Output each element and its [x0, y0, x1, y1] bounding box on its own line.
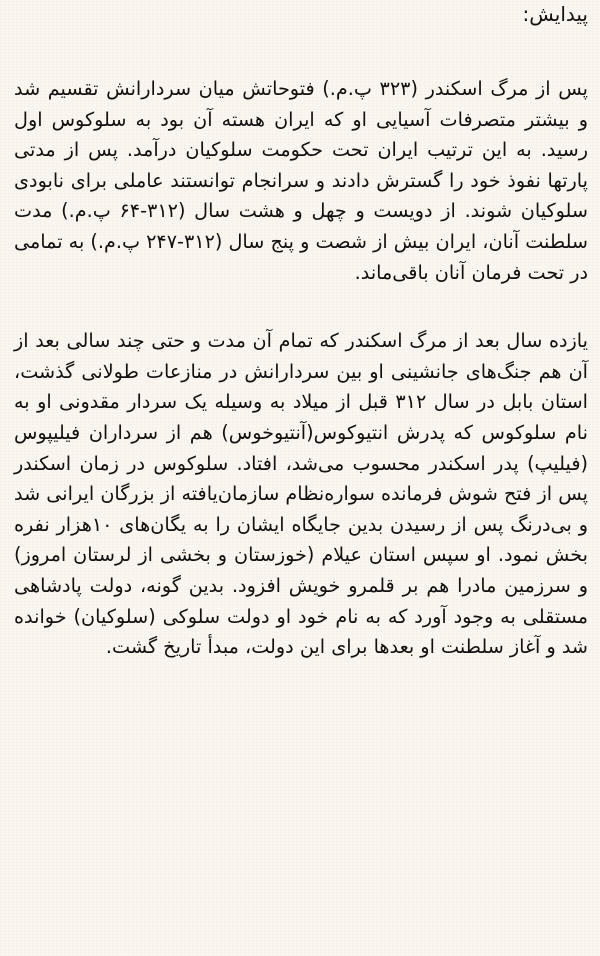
paragraph-2: یازده سال بعد از مرگ اسکندر که تمام آن مدت و حتی چند سالی بعد از آن هم جنگ‌های جانشینی او بین سردارانش در منازعات طولانی گذشت، استان بابل در سال ۳۱۲ قبل از میلاد به وسیله یک سردار مقدونی او به نام سلوکوس که پدرش انتیوکوس(آنتیوخوس) هم از سرداران فیلیپوس (فیلیپ) پدر اسکندر محسوب می‌شد، افتاد. سلوکوس در زمان اسکندر پس از فتح شوش فرمانده سواره‌نظام سازمان‌یافته از بزرگان ایرانی شد و بی‌درنگ پس از رسیدن بدین جایگاه ایشان را به یگان‌های ۱۰هزار نفره بخش نمود. او سپس استان عیلام (خوزستان و بخشی از لرستان امروز) و سرزمین مادرا هم بر قلمرو خویش افزود. بدین گونه، دولت پادشاهی مستقلی به وجود آورد که به نام خود او دولت سلوکی (سلوکیان) خوانده شد و آغاز سلطنت او بعدها برای این دولت، مبدأ تاریخ گشت.	[14, 329, 588, 659]
section-heading: پیدایش:	[522, 2, 588, 26]
paragraph-1: پس از مرگ اسکندر (۳۲۳ پ.م.) فتوحاتش میان سردارانش تقسیم شد و بیشتر متصرفات آسیایی او که ایران هسته آن بود به سلوکوس اول رسید. به این ترتیب ایران تحت حکومت سلوکیان درآمد. پس از مدتی پارتها نفوذ خود را گسترش دادند و سرانجام توانستند عاملی برای نابودی سلوکیان شوند. از دویست و چهل و هشت سال (۳۱۲-۶۴ پ.م.) مدت سلطنت آنان، ایران بیش از شصت و پنج سال (۳۱۲-۲۴۷ پ.م.) به تمامی در تحت فرمان آنان باقی‌ماند.	[14, 77, 589, 284]
